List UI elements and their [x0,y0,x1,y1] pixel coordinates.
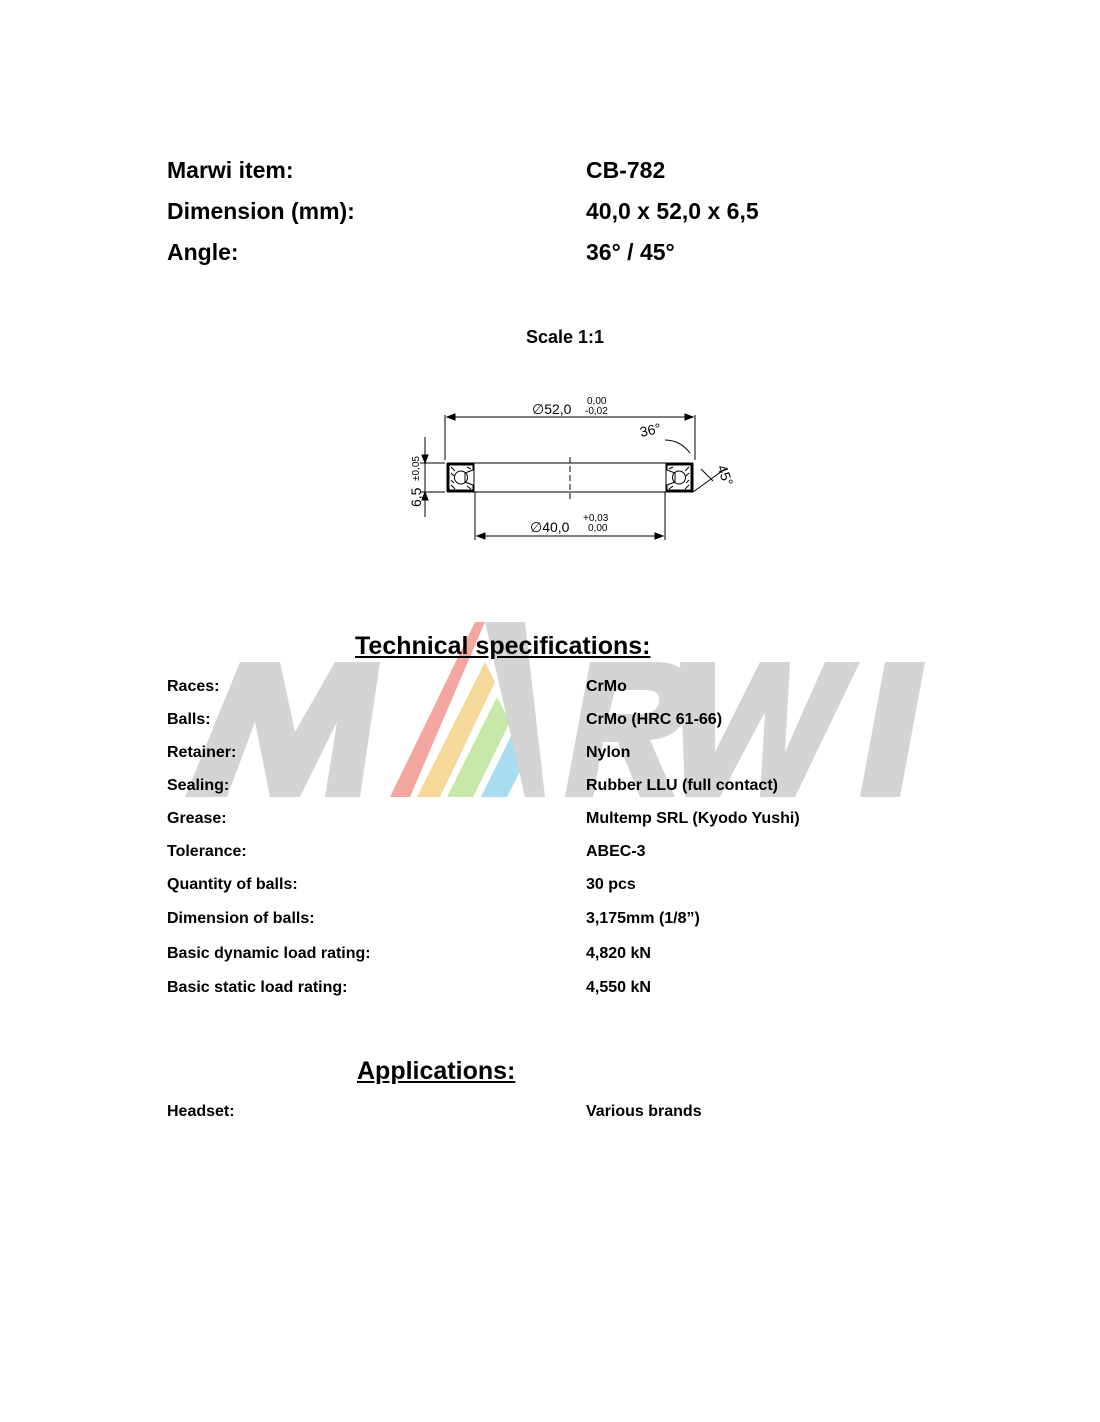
spec-value: 30 pcs [586,876,636,893]
spec-label: Grease: [167,810,227,827]
angle-label: Angle: [167,239,239,265]
spec-value: Multemp SRL (Kyodo Yushi) [586,810,800,827]
bearing-technical-drawing [395,385,775,545]
spec-value: 3,175mm (1/8”) [586,910,700,927]
angle-45-text: 45° [714,462,737,488]
outer-diameter-text: ∅52,0 [532,401,572,417]
spec-label: Races: [167,678,220,695]
application-label: Headset: [167,1103,235,1120]
spec-row [167,945,967,969]
height-tol-text: ±0,05 [411,456,422,481]
spec-row [167,843,967,867]
spec-value: CrMo (HRC 61-66) [586,711,723,728]
inner-tol-upper: +0,03 [583,513,609,524]
spec-label: Balls: [167,711,211,728]
application-row [167,1103,967,1127]
spec-value: 4,820 kN [586,945,651,962]
header-row-dimension [167,198,967,232]
spec-label: Quantity of balls: [167,876,298,893]
dimension-value: 40,0 x 52,0 x 6,5 [586,198,759,224]
height-text: 6,5 [408,487,424,507]
spec-value: 4,550 kN [586,979,651,996]
spec-label: Tolerance: [167,843,247,860]
spec-label: Retainer: [167,744,237,761]
dimension-label: Dimension (mm): [167,198,355,224]
scale-label: Scale 1:1 [525,327,605,347]
spec-row [167,777,967,801]
spec-label: Sealing: [167,777,230,794]
spec-value: Nylon [586,744,631,761]
outer-tol-upper: 0,00 [587,396,607,407]
application-value: Various brands [586,1103,702,1120]
angle-36-text: 36° [638,419,663,440]
spec-value: CrMo [586,678,627,695]
technical-specifications-title: Technical specifications: [355,632,651,660]
spec-row [167,678,967,702]
spec-row [167,744,967,768]
spec-row [167,810,967,834]
inner-diameter-text: ∅40,0 [530,519,570,535]
spec-label: Basic static load rating: [167,979,348,996]
spec-value: ABEC-3 [586,843,646,860]
header-row-item [167,157,967,191]
applications-title: Applications: [357,1057,516,1085]
spec-value: Rubber LLU (full contact) [586,777,778,794]
spec-row [167,979,967,1003]
item-label: Marwi item: [167,157,294,183]
outer-tol-lower: -0,02 [585,406,608,417]
header-row-angle [167,239,967,273]
spec-row [167,910,967,934]
angle-value: 36° / 45° [586,239,675,265]
item-value: CB-782 [586,157,666,183]
spec-label: Basic dynamic load rating: [167,945,371,962]
spec-row [167,876,967,900]
spec-label: Dimension of balls: [167,910,315,927]
inner-tol-lower: 0,00 [588,523,608,534]
spec-row [167,711,967,735]
